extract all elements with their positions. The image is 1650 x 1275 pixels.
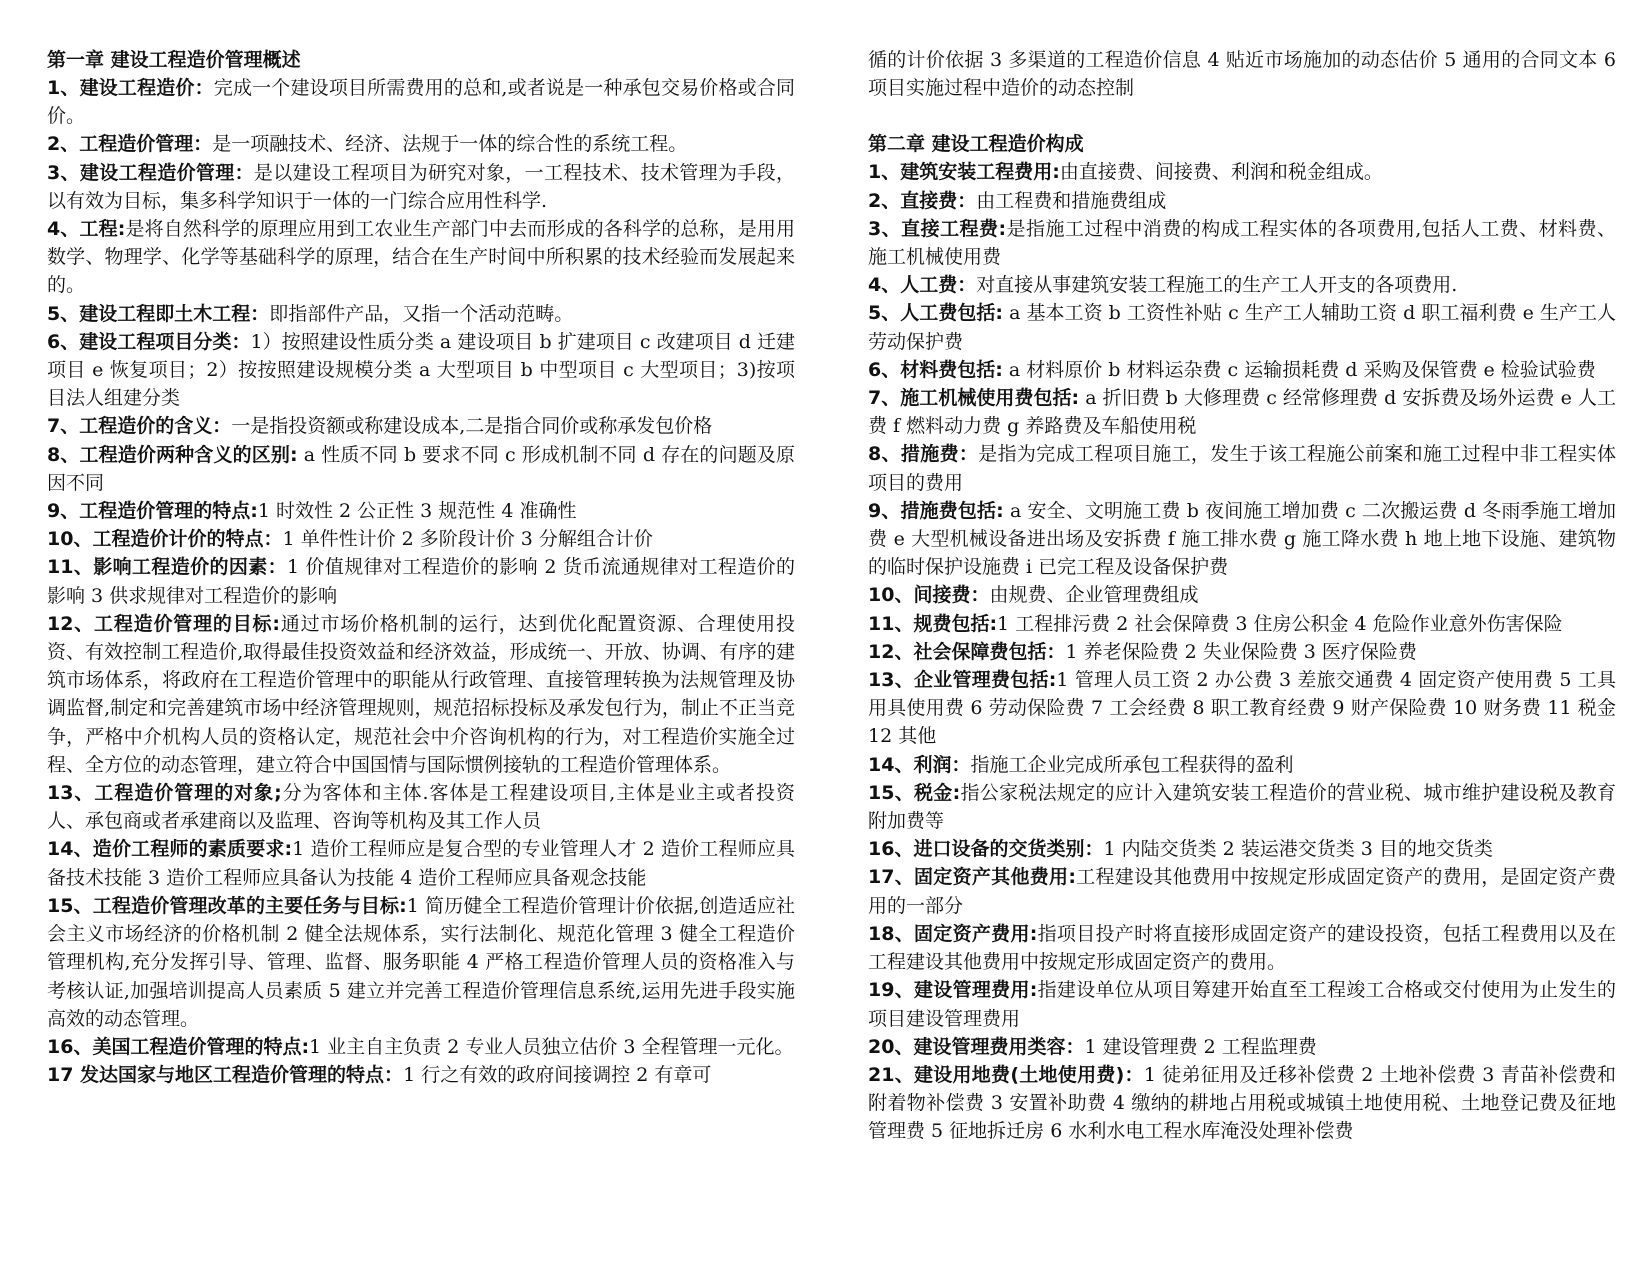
item-term: 6、建设工程项目分类： (47, 330, 251, 353)
list-item (868, 581, 1616, 609)
item-term: 7、工程造价的含义： (47, 415, 232, 438)
chapter-2-title: 第二章 建设工程造价构成 (868, 133, 1084, 156)
list-item (868, 299, 1616, 355)
list-item (868, 666, 1616, 751)
list-item (47, 835, 795, 891)
list-item (47, 779, 795, 835)
item-term: 15、税金: (868, 781, 961, 804)
list-item (47, 130, 795, 158)
item-term: 7、施工机械使用费包括: (868, 387, 1080, 410)
item-text: 1 时效性 2 公正性 3 规范性 4 准确性 (257, 500, 577, 523)
list-item (47, 553, 795, 609)
list-item (47, 892, 795, 1033)
item-term: 6、材料费包括: (868, 358, 1003, 381)
item-term: 15、工程造价管理改革的主要任务与目标: (47, 894, 407, 917)
item-term: 3、建设工程造价管理： (47, 161, 254, 184)
item-text: 指公家税法规定的应计入建筑安装工程造价的营业税、城市维护建设税及教育附加费等 (868, 781, 1616, 833)
item-text: 1 工程排污费 2 社会保障费 3 住房公积金 4 危险作业意外伤害保险 (997, 612, 1563, 635)
item-term: 14、造价工程师的素质要求: (47, 838, 293, 861)
left-column (47, 46, 795, 1089)
item-term: 17 发达国家与地区工程造价管理的特点： (47, 1064, 404, 1087)
item-term: 5、建设工程即土木工程： (47, 302, 270, 325)
list-item (868, 1061, 1616, 1146)
item-text: 1 简历健全工程造价管理计价依据,创造适应社会主义市场经济的价格机制 2 健全法规体系，实行法制化、规范化管理 3 健全工程造价管理机构,充分发挥引导、管理、监督、服务职能 4 严格工程造价管理人员的资格准入与考核认证,加强培训提高人员素质 5 建立并完善工程造价管理信息系统,运用先进手段实施高效的动态管理。 (47, 894, 795, 1030)
list-item (47, 215, 795, 300)
item-text: 是指为完成工程项目施工，发生于该工程施公前案和施工过程中非工程实体项目的费用 (868, 443, 1616, 494)
item-term: 8、措施费： (868, 443, 979, 466)
item-term: 2、直接费： (868, 189, 977, 212)
item-text: 通过市场价格机制的运行，达到优化配置资源、合理使用投资、有效控制工程造价,取得最佳投资效益和经济效益，形成统一、开放、协调、有序的建筑市场体系，将政府在工程造价管理中的职能从行政管理、直接管理转换为法规管理及协调监督,制定和完善建筑市场中经济管理规则，规范招标投标及承发包行为，制止不正当竞争，严格中介机构人员的资格认定，规范社会中介咨询机构的行为，对工程造价实施全过程、全方位的动态管理，建立符合中国国情与国际惯例接轨的工程造价管理体系。 (47, 612, 795, 776)
item-text: 1 单件性计价 2 多阶段计价 3 分解组合计价 (282, 528, 653, 551)
item-term: 11、规费包括: (868, 612, 998, 635)
list-item (47, 1033, 795, 1061)
section-gap (868, 102, 1616, 130)
list-item (47, 159, 795, 215)
item-term: 11、影响工程造价的因素： (47, 556, 287, 579)
item-text: 工程建设其他费用中按规定形成固定资产的费用，是固定资产费用的一部分 (868, 866, 1616, 917)
item-term: 10、工程造价计价的特点： (47, 528, 283, 551)
list-item (47, 441, 795, 497)
list-item (868, 440, 1616, 496)
item-text: 由直接费、间接费、利润和税金组成。 (1059, 161, 1383, 184)
item-text: 1 造价工程师应是复合型的专业管理人才 2 造价工程师应具备技术技能 3 造价工程师应具备认为技能 4 造价工程师应具备观念技能 (47, 838, 796, 889)
item-term: 8、工程造价两种含义的区别: (47, 443, 298, 466)
item-term: 12、社会保障费包括： (868, 640, 1066, 663)
item-term: 14、利润： (868, 753, 971, 776)
list-item (868, 384, 1616, 440)
list-item (868, 610, 1616, 638)
list-item (868, 638, 1616, 666)
item-text: 是指施工过程中消费的构成工程实体的各项费用,包括人工费、材料费、施工机械使用费 (868, 217, 1616, 269)
item-term: 13、工程造价管理的对象; (47, 782, 282, 805)
item-text: 由规费、企业管理费组成 (989, 584, 1199, 607)
item-text: 即指部件产品，又指一个活动范畴。 (269, 302, 574, 325)
list-item (47, 610, 795, 779)
item-term: 2、工程造价管理： (47, 133, 213, 156)
item-text: a 性质不同 b 要求不同 c 形成机制不同 d 存在的问题及原因不同 (47, 443, 795, 494)
list-item (868, 215, 1616, 271)
list-item (47, 328, 795, 413)
item-text: 1 养老保险费 2 失业保险费 3 医疗保险费 (1065, 640, 1417, 663)
continuation-text: 循的计价依据 3 多渠道的工程造价信息 4 贴近市场施加的动态估价 5 通用的合同文本 6 项目实施过程中造价的动态控制 (868, 49, 1616, 100)
item-term: 9、措施费包括: (868, 499, 1004, 522)
item-text: 是以建设工程项目为研究对象，一工程技术、技术管理为手段，以有效为目标，集多科学知识于一体的一门综合应用性科学. (47, 161, 795, 212)
item-text: 指施工企业完成所承包工程获得的盈利 (970, 753, 1294, 776)
item-text: 1）按照建设性质分类 a 建设项目 b 扩建项目 c 改建项目 d 迁建项目 e 恢复项目；2）按按照建设规模分类 a 大型项目 b 中型项目 c 大型项目；3)按项目法人组建分类 (47, 330, 795, 410)
list-item (47, 525, 795, 553)
item-term: 5、人工费包括: (868, 302, 1004, 325)
item-text: 1 建设管理费 2 工程监理费 (1084, 1035, 1317, 1058)
item-term: 19、建设管理费用: (868, 979, 1038, 1002)
item-term: 4、人工费： (868, 274, 977, 297)
item-text: 1 内陆交货类 2 装运港交货类 3 目的地交货类 (1103, 838, 1493, 861)
item-term: 1、建筑安装工程费用: (868, 161, 1060, 184)
item-text: 1 行之有效的政府间接调控 2 有章可 (403, 1064, 712, 1087)
item-term: 12、工程造价管理的目标: (47, 612, 280, 635)
item-text: 1 业主自主负责 2 专业人员独立估价 3 全程管理一元化。 (309, 1035, 794, 1058)
list-item (868, 356, 1616, 384)
list-item (868, 271, 1616, 299)
list-item (868, 976, 1616, 1032)
item-text: a 安全、文明施工费 b 夜间施工增加费 c 二次搬运费 d 冬雨季施工增加费 e 大型机械设备进出场及安拆费 f 施工排水费 g 施工降水费 h 地上地下设施、建筑物的临时保护设施费 i 已完工程及设备保护费 (868, 499, 1616, 579)
item-term: 21、建设用地费(土地使用费)： (868, 1063, 1144, 1086)
item-text: 由工程费和措施费组成 (976, 189, 1167, 212)
item-text: 完成一个建设项目所需费用的总和,或者说是一种承包交易价格或合同价。 (47, 77, 795, 128)
item-term: 18、固定资产费用: (868, 922, 1038, 945)
left-item-list (47, 74, 795, 1089)
item-term: 3、直接工程费: (868, 217, 1007, 240)
item-text: 指项目投产时将直接形成固定资产的建设投资，包括工程费用以及在工程建设其他费用中按规定形成固定资产的费用。 (868, 922, 1616, 974)
list-item (868, 187, 1616, 215)
list-item (868, 1033, 1616, 1061)
item-term: 13、企业管理费包括: (868, 669, 1057, 692)
list-item (47, 412, 795, 440)
item-text: a 材料原价 b 材料运杂费 c 运输损耗费 d 采购及保管费 e 检验试验费 (1002, 358, 1596, 381)
item-text: a 折旧费 b 大修理费 c 经常修理费 d 安拆费及场外运费 e 人工费 f 燃料动力费 g 养路费及车船使用税 (868, 387, 1617, 438)
item-text: 对直接从事建筑安装工程施工的生产工人开支的各项费用. (976, 274, 1458, 297)
item-text: 是将自然科学的原理应用到工农业生产部门中去而形成的各科学的总称，是用用数学、物理学、化学等基础科学的原理，结合在生产时间中所积累的技术经验而发展起来的。 (47, 218, 795, 297)
list-item (868, 920, 1616, 976)
list-item (868, 497, 1616, 582)
item-text: a 基本工资 b 工资性补贴 c 生产工人辅助工资 d 职工福利费 e 生产工人劳动保护费 (868, 302, 1616, 353)
item-term: 16、美国工程造价管理的特点: (47, 1035, 310, 1058)
item-text: 一是指投资额或称建设成本,二是指合同价或称承发包价格 (231, 415, 713, 438)
list-item (47, 497, 795, 525)
right-item-list (868, 158, 1616, 1145)
item-text: 1 管理人员工资 2 办公费 3 差旅交通费 4 固定资产使用费 5 工具用具使用费 6 劳动保险费 7 工会经费 8 职工教育经费 9 财产保险费 10 财务费 11 税金 12 其他 (868, 669, 1616, 748)
item-text: 分为客体和主体.客体是工程建设项目,主体是业主或者投资人、承包商或者承建商以及监理、咨询等机构及其工作人员 (47, 782, 795, 833)
item-text: 是一项融技术、经济、法规于一体的综合性的系统工程。 (212, 133, 688, 156)
list-item (868, 751, 1616, 779)
item-text: 1 价值规律对工程造价的影响 2 货币流通规律对工程造价的影响 3 供求规律对工程造价的影响 (47, 556, 795, 607)
item-term: 10、间接费： (868, 584, 990, 607)
list-item (868, 158, 1616, 186)
item-term: 17、固定资产其他费用: (868, 866, 1076, 889)
item-term: 20、建设管理费用类容： (868, 1035, 1085, 1058)
item-text: 指建设单位从项目筹建开始直至工程竣工合格或交付使用为止发生的项目建设管理费用 (868, 979, 1616, 1030)
list-item (868, 863, 1616, 919)
item-term: 16、进口设备的交货类别： (868, 838, 1104, 861)
item-term: 1、建设工程造价： (47, 77, 214, 99)
item-term: 9、工程造价管理的特点: (47, 500, 258, 523)
list-item (47, 300, 795, 328)
chapter-1-title: 第一章 建设工程造价管理概述 (47, 49, 301, 71)
item-text: 1 徒弟征用及迁移补偿费 2 土地补偿费 3 青苗补偿费和附着物补偿费 3 安置补助费 4 缴纳的耕地占用税或城镇土地使用税、土地登记费及征地管理费 5 征地拆迁房 6 水利水电工程水库淹没处理补偿费 (868, 1063, 1616, 1143)
list-item (868, 835, 1616, 863)
list-item (868, 779, 1616, 835)
list-item (47, 1061, 795, 1089)
list-item (47, 74, 795, 130)
item-term: 4、工程: (47, 218, 126, 241)
right-column (868, 46, 1616, 1146)
